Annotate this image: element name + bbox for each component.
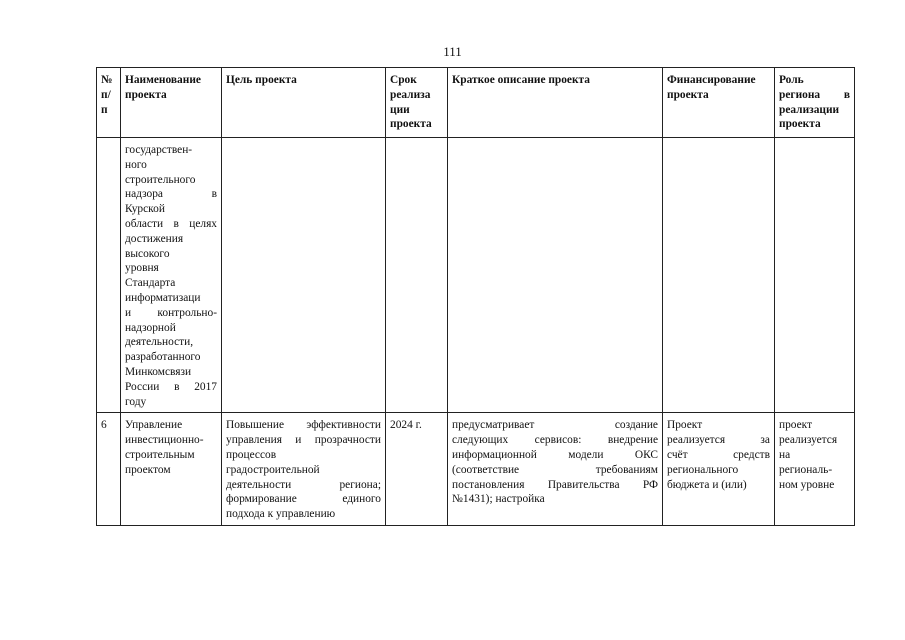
cell-text-line: и контрольно- [125,306,217,319]
cell-text-line: формирование единого [226,493,381,506]
header-number [97,68,121,138]
header-region-role [775,68,855,138]
cell-text-line: строительным [125,448,195,461]
cell-number [97,138,121,413]
cell-text-line: деятельности, [125,336,194,349]
header-role-line: реализации [779,103,840,116]
header-financing-line: проекта [667,88,709,101]
table-row [97,138,855,413]
cell-text-line: инвестиционно- [125,434,204,447]
cell-financing [663,413,775,526]
cell-text-line: уровня [125,262,159,275]
cell-description [448,413,663,526]
cell-project-name [121,413,222,526]
cell-number: 6 [97,413,121,526]
cell-text-line: Проект [667,419,703,432]
cell-text-line: процессов [226,448,277,461]
header-financing [663,68,775,138]
cell-text-line: достижения [125,232,184,245]
cell-financing [663,138,775,413]
header-description-line: Краткое описание проекта [452,74,590,86]
cell-text-line: реализуется [779,434,838,447]
table-header-row [97,68,855,138]
header-description [448,68,663,138]
cell-text-line: надзора в [125,188,217,201]
cell-text-line: региональ- [779,463,833,476]
cell-text-line: подхода к управлению [226,508,336,521]
cell-text-line: №1431); настройка [452,493,545,506]
cell-goal [222,138,386,413]
cell-text-line: году [125,395,147,408]
cell-text-line: области в целях [125,217,217,230]
cell-role [775,413,855,526]
cell-text-line: информатизаци [125,291,201,304]
cell-text-line: Управление [125,419,183,432]
header-term [386,68,448,138]
cell-text-line: проектом [125,463,171,476]
page-number: 111 [443,44,462,59]
header-financing-line: Финансирование [667,74,756,86]
cell-text-line: следующих сервисов: внедрение [452,434,658,447]
header-term-line: Срок [390,74,417,86]
cell-text-line: Стандарта [125,277,176,290]
cell-text-line: надзорной [125,321,176,334]
cell-text-line: ного [125,158,147,171]
cell-text-line: Курской [125,203,165,216]
cell-text-line: Повышение эффективности [226,419,381,432]
header-name-line: проекта [125,88,167,101]
header-term-line: ции [390,103,410,116]
cell-text-line: (соответствие требованиям [452,463,658,476]
header-term-line: реализа [390,88,431,101]
cell-text-line: информационной модели ОКС [452,448,658,461]
header-number-line: № [101,74,113,86]
header-role-line: проекта [779,118,821,131]
cell-text-line: счёт средств [667,448,770,461]
cell-text-line: разработанного [125,351,201,364]
header-role-line: Роль [779,74,804,86]
cell-text-line: строительного [125,173,196,186]
header-number-line: п/ [101,88,111,101]
projects-table [96,67,855,526]
cell-text-line: реализуется за [667,434,770,447]
cell-text-line: государствен- [125,144,193,156]
header-role-line: региона в [779,88,850,101]
table-row [97,413,855,526]
cell-text-line: высокого [125,247,170,260]
cell-text-line: постановления Правительства РФ [452,478,658,491]
cell-text-line: бюджета и (или) [667,478,747,491]
cell-text-line: градостроительной [226,463,320,476]
cell-description [448,138,663,413]
cell-text-line: регионального [667,463,739,476]
cell-term [386,138,448,413]
header-name-line: Наименование [125,74,201,86]
cell-text-line: ном уровне [779,478,835,491]
cell-goal [222,413,386,526]
cell-text-line: предусматривает создание [452,419,658,432]
cell-text-line: России в 2017 [125,380,217,393]
cell-text-line: на [779,448,791,461]
header-project-goal [222,68,386,138]
header-term-line: проекта [390,118,432,131]
cell-text-line: управления и прозрачности [226,434,381,447]
header-number-line: п [101,103,108,116]
header-project-name [121,68,222,138]
cell-text-line: деятельности региона; [226,478,381,491]
cell-term: 2024 г. [386,413,448,526]
header-goal-line: Цель проекта [226,74,297,86]
cell-role [775,138,855,413]
cell-text-line: Минкомсвязи [125,365,192,378]
cell-text-line: проект [779,419,813,432]
cell-project-name [121,138,222,413]
